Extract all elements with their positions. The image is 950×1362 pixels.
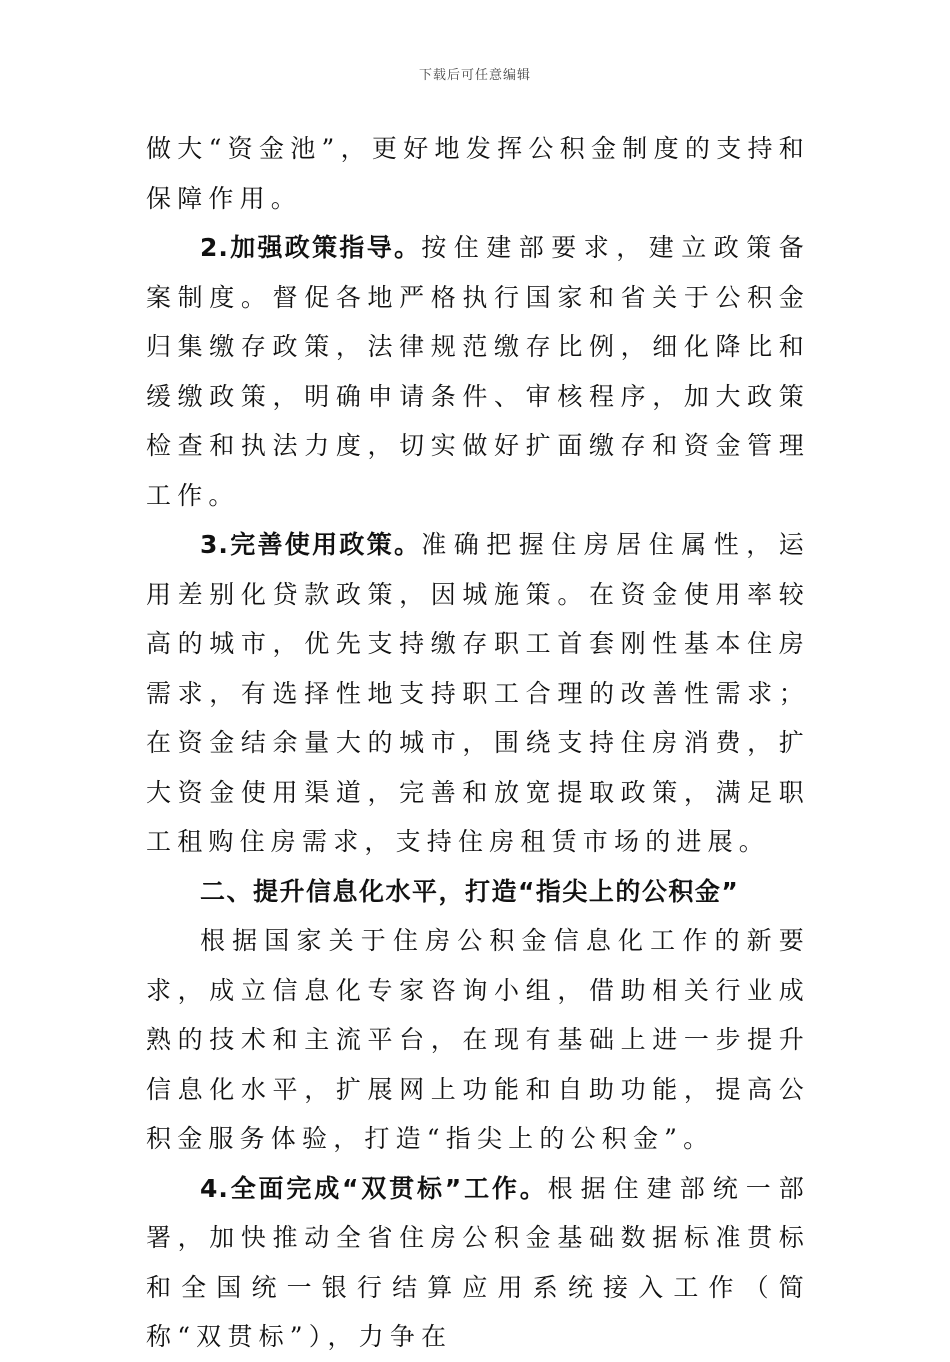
paragraph-dual-standard [146, 1164, 810, 1362]
paragraph-text: 按住建部要求，建立政策备案制度。督促各地严格执行国家和省关于公积金归集缴存政策，法律规范缴存比例，细化降比和缓缴政策，明确申请条件、审核程序，加大政策检查和执法力度，切实做好扩面缴存和资金管理工作。 [146, 233, 810, 510]
paragraph-usage-policy [146, 520, 810, 867]
paragraph-informatization: 根据国家关于住房公积金信息化工作的新要求，成立信息化专家咨询小组，借助相关行业成熟的技术和主流平台，在现有基础上进一步提升信息化水平，扩展网上功能和自助功能，提高公积金服务体验，打造“指尖上的公积金”。 [146, 926, 810, 1153]
paragraph-text: 准确把握住房居住属性，运用差别化贷款政策，因城施策。在资金使用率较高的城市，优先支持缴存职工首套刚性基本住房需求，有选择性地支持职工合理的改善性需求；在资金结余量大的城市，围绕支持住房消费，扩大资金使用渠道，完善和放宽提取政策，满足职工租购住房需求，支持住房租赁市场的进展。 [146, 530, 810, 856]
paragraph-title: 2.加强政策指导。 [200, 233, 422, 262]
paragraph-text: 根据住建部统一部署，加快推动全省住房公积金基础数据标准贯标和全国统一银行结算应用系统接入工作（简称“双贯标”），力争在 [146, 1173, 810, 1351]
document-body [146, 124, 810, 1362]
section-heading: 二、提升信息化水平，打造“指尖上的公积金” [200, 876, 740, 906]
page-header-note: 下载后可任意编辑 [418, 68, 531, 83]
paragraph-title: 4.全面完成“双贯标”工作。 [200, 1173, 548, 1203]
paragraph-policy-guidance [146, 223, 810, 520]
paragraph-title: 3.完善使用政策。 [200, 530, 422, 559]
paragraph-continuation: 做大“资金池”，更好地发挥公积金制度的支持和保障作用。 [146, 134, 810, 213]
